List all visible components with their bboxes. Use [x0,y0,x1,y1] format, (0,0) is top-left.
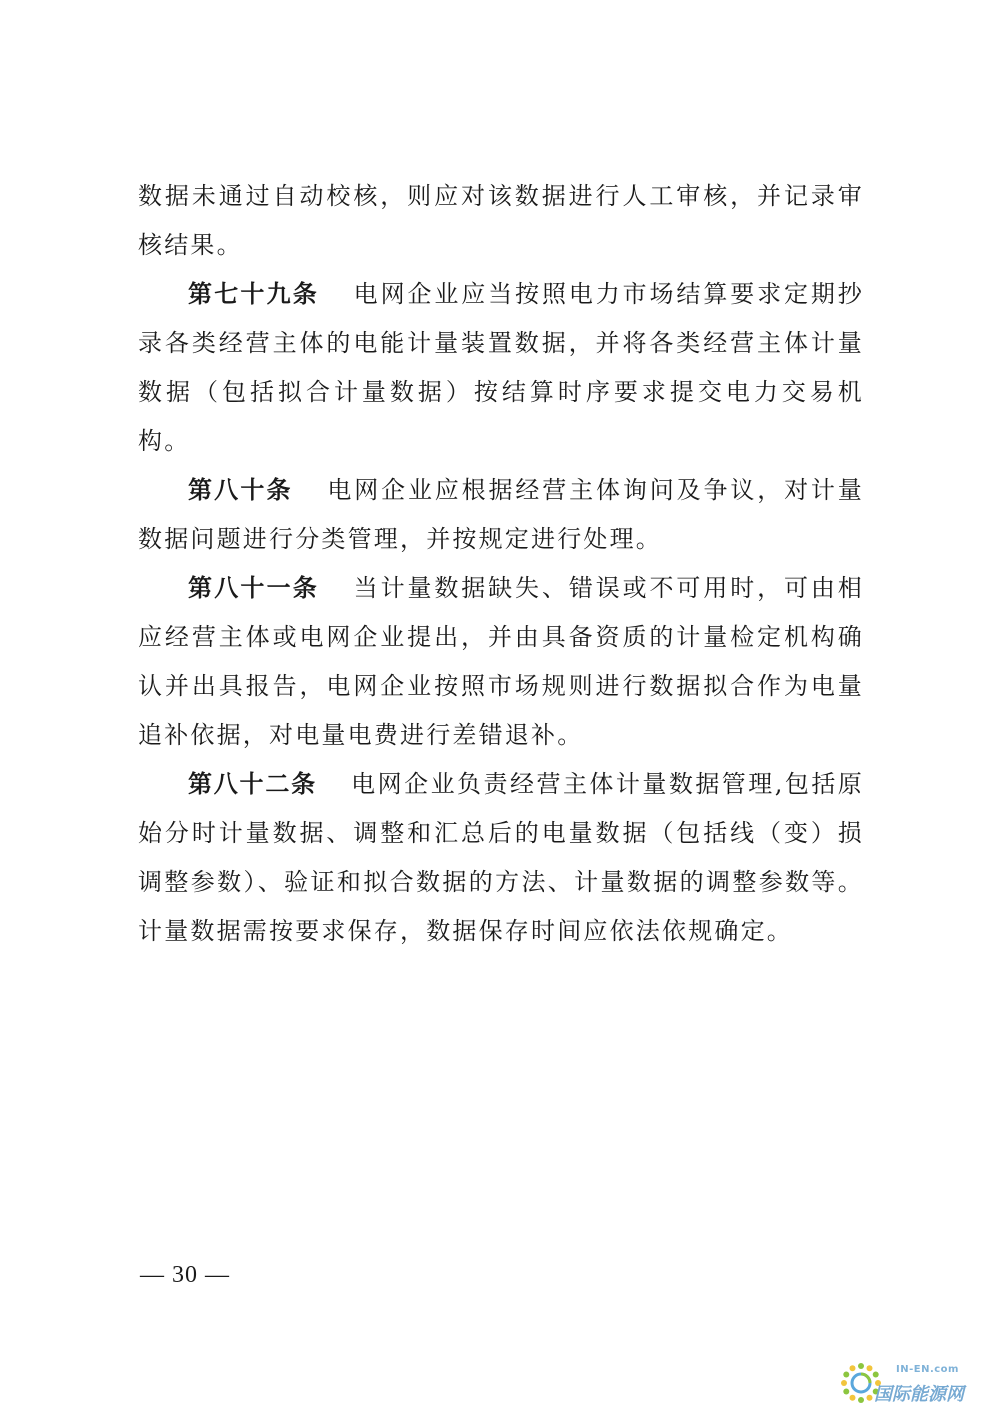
watermark-en-text: IN-EN.com [896,1364,959,1375]
sun-ray-dot [850,1365,856,1371]
article-text: 电网企业应根据经营主体询问及争议，对计量数据问题进行分类管理，并按规定进行处理。 [138,476,865,553]
document-body [138,172,864,956]
sun-ray-dot [867,1395,873,1401]
article-number: 第七十九条 [188,280,319,308]
article-text: 当计量数据缺失、错误或不可用时，可由相应经营主体或电网企业提出，并由具备资质的计量检定机构确认并出具报告，电网企业按照市场规则进行数据拟合作为电量追补依据，对电量电费进行差错退补。 [138,574,864,749]
article-82 [138,760,864,956]
article-79 [138,270,864,466]
paragraph-text: 数据未通过自动校核，则应对该数据进行人工审核，并记录审核结果。 [138,182,864,259]
sun-ray-dot [858,1397,864,1403]
sun-ray-dot [841,1380,847,1386]
sun-ray-dot [843,1389,849,1395]
sun-ray-dot [850,1395,856,1401]
sun-ray-dot [873,1372,879,1378]
sun-ray-dot [858,1363,864,1369]
article-text: 电网企业负责经营主体计量数据管理,包括原始分时计量数据、调整和汇总后的电量数据（包括线（变）损调整参数）、验证和拟合数据的方法、计量数据的调整参数等。计量数据需按要求保存，数据保存时间应依法依规确定。 [138,770,864,945]
article-number: 第八十二条 [188,770,317,798]
sun-ray-dot [867,1365,873,1371]
article-text: 电网企业应当按照电力市场结算要求定期抄录各类经营主体的电能计量装置数据，并将各类经营主体计量数据（包括拟合计量数据）按结算时序要求提交电力交易机构。 [138,280,864,455]
article-number: 第八十一条 [188,574,319,602]
watermark-cn-text: 国际能源网 [874,1384,964,1405]
page-number: — 30 — [140,1262,230,1288]
article-81 [138,564,864,760]
article-80 [138,466,864,564]
paragraph-continuation [138,172,864,270]
sun-ray-dot [843,1372,849,1378]
watermark-logo [838,1358,988,1408]
article-number: 第八十条 [188,476,293,504]
